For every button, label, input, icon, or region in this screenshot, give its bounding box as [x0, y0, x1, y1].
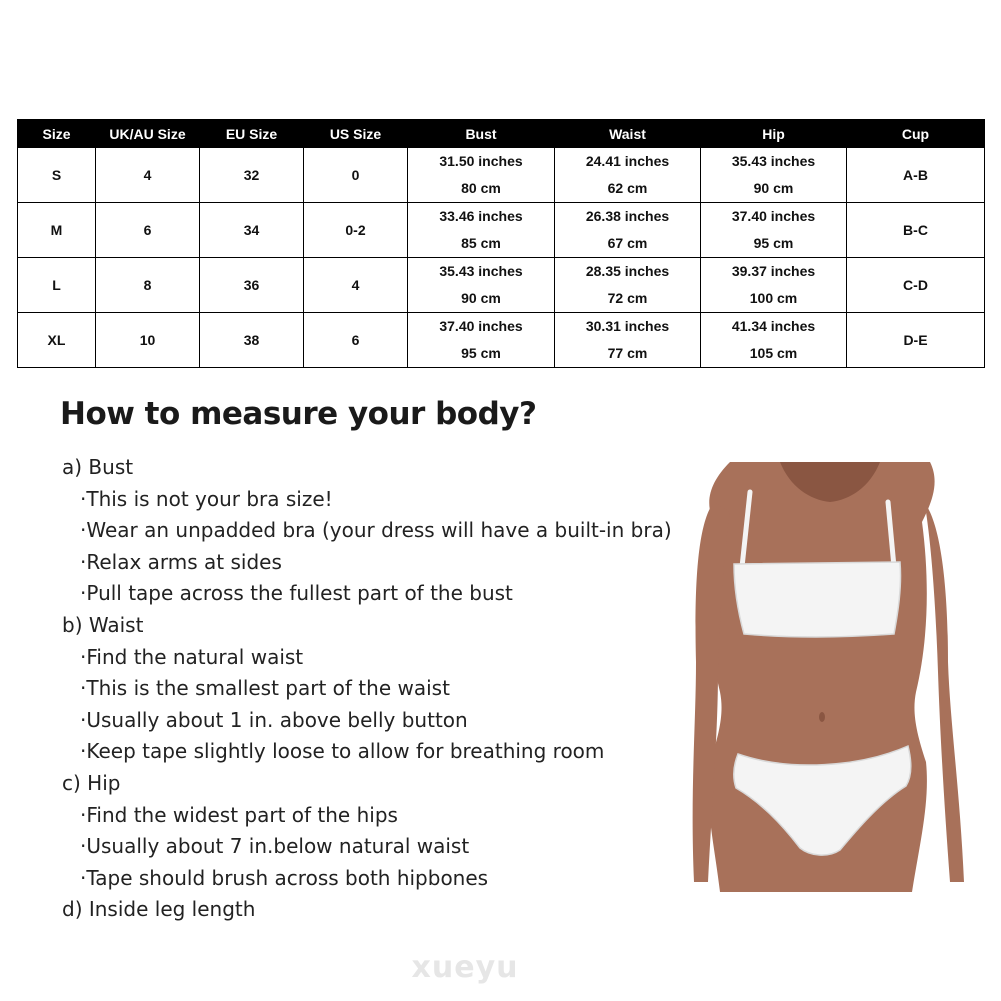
section-title-waist: b) Waist	[62, 612, 144, 637]
bust-inches: 37.40 inches	[439, 318, 523, 334]
col-header-eu: EU Size	[200, 120, 304, 148]
cell-uk: 6	[96, 203, 200, 258]
tip-item: ·Wear an unpadded bra (your dress will have a built-in bra)	[80, 518, 672, 543]
model-right-arm	[924, 502, 964, 882]
bust-inches: 31.50 inches	[439, 153, 523, 169]
waist-inches: 28.35 inches	[585, 263, 670, 279]
table-row	[18, 313, 985, 368]
cell-hip	[701, 313, 847, 368]
cell-bust	[408, 313, 555, 368]
bust-cm: 85 cm	[461, 235, 501, 251]
col-header-cup: Cup	[847, 120, 985, 148]
cell-waist	[555, 313, 701, 368]
bust-cm: 90 cm	[461, 290, 501, 306]
cell-waist	[555, 148, 701, 203]
hip-inches: 35.43 inches	[731, 153, 816, 169]
table-row	[18, 148, 985, 203]
hip-inches: 39.37 inches	[731, 263, 816, 279]
table-row	[18, 203, 985, 258]
section-title-bust: a) Bust	[62, 455, 134, 479]
cell-us: 4	[304, 258, 408, 313]
cell-hip	[701, 203, 847, 258]
tip-item: ·Pull tape across the fullest part of the bust	[80, 581, 513, 606]
hip-cm: 105 cm	[749, 345, 798, 361]
cell-size: M	[18, 203, 96, 258]
col-header-hip: Hip	[701, 120, 847, 148]
tip-item: ·This is not your bra size!	[80, 486, 333, 511]
waist-cm: 77 cm	[607, 345, 648, 361]
bust-inches: 33.46 inches	[439, 208, 523, 224]
bust-cm: 95 cm	[461, 345, 501, 361]
hip-inches: 41.34 inches	[731, 318, 816, 334]
cell-waist	[555, 203, 701, 258]
measure-guide-heading: How to measure your body?	[60, 396, 537, 432]
section-title-hip: c) Hip	[62, 770, 121, 795]
cell-eu: 32	[200, 148, 304, 203]
waist-cm: 72 cm	[607, 290, 648, 306]
cell-size: L	[18, 258, 96, 313]
cell-bust	[408, 258, 555, 313]
tip-item: ·Keep tape slightly loose to allow for breathing room	[80, 739, 605, 764]
tip-item: ·Usually about 7 in.below natural waist	[80, 834, 470, 859]
cell-us: 0	[304, 148, 408, 203]
bikini-top	[734, 562, 901, 637]
model-photo-icon	[690, 462, 970, 892]
tip-item: ·Find the widest part of the hips	[80, 802, 398, 827]
cell-cup: D-E	[847, 313, 985, 368]
cell-us: 0-2	[304, 203, 408, 258]
measure-guide-list	[62, 452, 672, 926]
col-header-us: US Size	[304, 120, 408, 148]
cell-hip	[701, 148, 847, 203]
tip-item: ·Usually about 1 in. above belly button	[80, 707, 468, 732]
col-header-bust: Bust	[408, 120, 555, 148]
cell-cup: C-D	[847, 258, 985, 313]
cell-cup: B-C	[847, 203, 985, 258]
cell-bust	[408, 203, 555, 258]
hip-cm: 95 cm	[753, 235, 794, 251]
cell-eu: 38	[200, 313, 304, 368]
cell-eu: 34	[200, 203, 304, 258]
waist-cm: 62 cm	[607, 180, 648, 196]
tip-item: ·This is the smallest part of the waist	[80, 676, 450, 701]
watermark-text: xueyu	[411, 950, 519, 985]
cell-uk: 4	[96, 148, 200, 203]
table-header-row	[18, 120, 985, 148]
waist-inches: 30.31 inches	[585, 318, 670, 334]
cell-eu: 36	[200, 258, 304, 313]
cell-size: S	[18, 148, 96, 203]
cell-cup: A-B	[847, 148, 985, 203]
cell-waist	[555, 258, 701, 313]
cell-hip	[701, 258, 847, 313]
waist-cm: 67 cm	[607, 235, 648, 251]
bust-cm: 80 cm	[461, 180, 501, 196]
col-header-waist: Waist	[555, 120, 701, 148]
table-row	[18, 258, 985, 313]
cell-uk: 10	[96, 313, 200, 368]
hip-cm: 90 cm	[753, 180, 794, 196]
hip-inches: 37.40 inches	[731, 208, 816, 224]
cell-uk: 8	[96, 258, 200, 313]
hip-cm: 100 cm	[749, 290, 798, 306]
cell-us: 6	[304, 313, 408, 368]
tip-item: ·Tape should brush across both hipbones	[80, 865, 489, 890]
col-header-uk: UK/AU Size	[96, 120, 200, 148]
waist-inches: 24.41 inches	[585, 153, 670, 169]
section-title-inside-leg: d) Inside leg length	[62, 897, 256, 922]
cell-size: XL	[18, 313, 96, 368]
bust-inches: 35.43 inches	[439, 263, 523, 279]
size-chart-table	[17, 119, 985, 368]
tip-item: ·Find the natural waist	[80, 644, 304, 669]
tip-item: ·Relax arms at sides	[80, 549, 282, 574]
cell-bust	[408, 148, 555, 203]
waist-inches: 26.38 inches	[585, 208, 670, 224]
model-navel	[819, 712, 825, 722]
col-header-size: Size	[18, 120, 96, 148]
